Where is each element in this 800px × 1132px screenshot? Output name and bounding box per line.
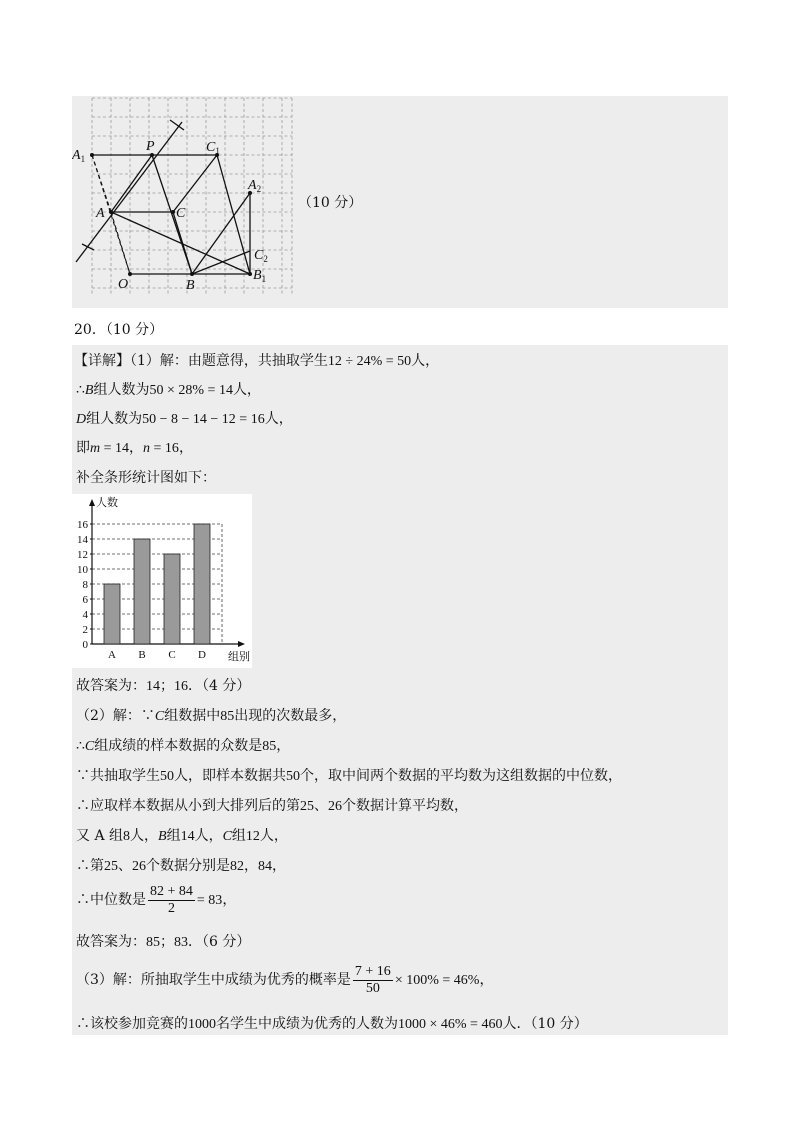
y-tick-label: 14	[77, 534, 88, 546]
label-c: C	[176, 206, 186, 221]
label-c2: $C_2$	[254, 248, 268, 264]
solution-line-3: D组人数为50 − 8 − 14 − 12 = 16人，	[76, 411, 293, 427]
fraction-probability: $\frac{7 + 16}{50}$	[354, 963, 391, 996]
solution-line-11: 又 A 组8人，B组14人，C组12人，	[76, 828, 288, 844]
solution-line-7: （2）解：∵C组数据中85出现的次数最多，	[76, 708, 347, 724]
bar-b	[134, 539, 150, 644]
label-a2: $A_2$	[248, 178, 262, 194]
label-o: O	[118, 277, 129, 292]
y-axis-label: 人数	[96, 497, 118, 509]
geometry-labels	[72, 139, 268, 293]
label-p: P	[146, 139, 155, 154]
x-tick-label: C	[168, 649, 176, 661]
x-axis-label: 组别	[228, 651, 250, 663]
label-a: A	[96, 206, 105, 221]
y-tick-label: 10	[77, 564, 88, 576]
solution-line-10: ∴应取样本数据从小到大排列后的第25、26个数据计算平均数，	[76, 798, 468, 814]
solution-line-15: （3）解：所抽取学生中成绩为优秀的概率是 $\frac{7 + 16}{50}$ × 100% = 46%，	[76, 963, 494, 996]
solution-line-5: 补全条形统计图如下：	[76, 470, 216, 486]
label-a1: $A_1$	[72, 148, 86, 164]
q20-header: 20．（10 分）	[74, 322, 164, 338]
solution-line-1: 【详解】（1）解：由题意得，共抽取学生12 ÷ 24% = 50人，	[74, 353, 440, 369]
geometry-figure	[72, 96, 302, 308]
solution-line-6: 故答案为：14；16．（4 分）	[76, 678, 251, 694]
solution-line-2: ∴B组人数为50 × 28% = 14人，	[76, 382, 261, 398]
bar-chart	[72, 494, 262, 668]
y-tick-label: 8	[82, 579, 88, 591]
y-tick-label: 0	[82, 639, 88, 651]
fraction-median: $\frac{82 + 84}{2}$	[150, 883, 193, 916]
label-b: B	[186, 278, 195, 293]
bar-a	[104, 584, 120, 644]
x-tick-label: B	[138, 649, 146, 661]
y-tick-label: 4	[82, 609, 88, 621]
y-tick-label: 16	[77, 519, 88, 531]
x-tick-label: D	[198, 649, 206, 661]
bar-c	[164, 554, 180, 644]
y-tick-label: 12	[77, 549, 88, 561]
solution-line-13: ∴中位数是 $\frac{82 + 84}{2}$ = 83，	[76, 883, 237, 916]
y-axis-arrow	[89, 499, 95, 506]
x-tick-label: A	[108, 649, 116, 661]
solution-line-12: ∴第25、26个数据分别是82，84，	[76, 858, 286, 874]
geometry-solid-lines	[76, 120, 250, 274]
y-tick-label: 6	[82, 594, 88, 606]
solution-line-9: ∵共抽取学生50人，即样本数据共50个，取中间两个数据的平均数为这组数据的中位数，	[76, 768, 622, 784]
label-c1: $C_1$	[206, 140, 220, 156]
solution-line-14: 故答案为：85；83．（6 分）	[76, 934, 251, 950]
label-b1: $B_1$	[253, 268, 267, 284]
bar-d	[194, 524, 210, 644]
x-axis-arrow	[238, 641, 245, 647]
solution-line-4: 即m = 14，n = 16，	[76, 440, 193, 456]
geometry-score: （10 分）	[298, 195, 363, 211]
solution-line-16: ∴该校参加竞赛的1000名学生中成绩为优秀的人数为1000 × 46% = 460人．（10 分）	[76, 1016, 588, 1032]
y-tick-label: 2	[82, 624, 88, 636]
solution-line-8: ∴C组成绩的样本数据的众数是85，	[76, 738, 291, 754]
geometry-points	[90, 153, 252, 276]
